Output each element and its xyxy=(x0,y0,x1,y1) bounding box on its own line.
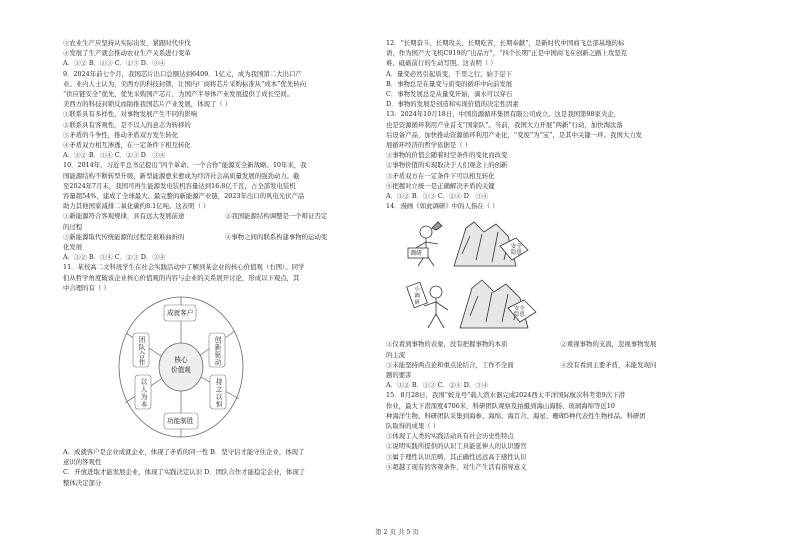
q13-stem-4: 展循环经济的哲学依据是（ ） xyxy=(386,141,472,150)
q14-answers: A．①② B．①③ C．②④ D．③④ xyxy=(386,381,489,390)
q14-stem: 14．漫画《如此调研》中的人指在（ ） xyxy=(386,202,499,211)
q9-stem-1: 9．2024年前七个月，我国芯片出口总额达到6409．1亿元，成为我国第二大出口产 xyxy=(63,69,302,78)
cartoon-drawing xyxy=(404,214,554,336)
q10-option-2-cont: 的过程 xyxy=(63,222,83,231)
q12-option-b: B．事物总是在量变与质变的循环中向前发展 xyxy=(386,79,513,88)
q15-option-3: ③属于理性认识范畴，其正确性远远高于感性认识 xyxy=(386,452,527,461)
q9-answers: A．①② B．①④ C．②③ D．③④ xyxy=(63,151,166,160)
q14-option-2: ②重视事物的支流，忽视事物发展 xyxy=(560,340,657,349)
core-values-ring xyxy=(63,295,381,445)
q9-option-2: ②联系具有客观性，是不以人的意志为转移的 xyxy=(63,120,191,129)
q12-stem-1: 12．“长期奋斗、长期攻关、长期吃苦、长期奉献”，是新时代中国商飞总部基地的标 xyxy=(386,39,625,47)
q13-answers: A．①② B．①③ C．②④ D．③④ xyxy=(386,192,489,201)
page-footer: 第 2 页 共 5 页 xyxy=(375,528,419,536)
cartoon-investigation xyxy=(404,214,554,336)
diagram-center-line2: 价值观 xyxy=(171,366,191,375)
q14-option-4: ④没有看到主要矛盾，未能发现问 xyxy=(560,360,657,369)
q13-option-4: ④把握对立统一是正确解决矛盾的关键 xyxy=(386,181,495,190)
q15-option-2: ②说明实践所提供的认识工具能延伸人的认识器官 xyxy=(386,442,527,451)
q14-options-row2 xyxy=(386,360,729,370)
q12-stem-3: 难、砥砺前行的生动写照。这表明（ ） xyxy=(386,59,497,68)
q9-option-1: ①联系具有多样性，对事物发展产生不同的影响 xyxy=(63,110,198,119)
q10-option-2: ②我国能源结构调整是一个辩证否定 xyxy=(225,212,328,221)
q8-answers: A．①② B．①③ C．②③ D．③④ xyxy=(63,59,166,68)
cartoon-label-small-research: 小调研 xyxy=(413,286,419,307)
q10-stem-4: 容量超54%，建成了全球最大、最完整的新能源产业链，2023年出口的风电光伏产品 xyxy=(63,192,305,201)
core-values-diagram xyxy=(63,295,381,445)
diagram-segment-3: 持之以恒 xyxy=(214,378,222,409)
q10-options-row1 xyxy=(63,211,381,221)
q10-option-1: ①新能源符合客观规律，具有远大发展前途 xyxy=(63,212,185,221)
q13-option-2: ②事物价值的实现取决于人们观念上的创新 xyxy=(386,161,508,170)
q13-option-3: ③矛盾双方在一定条件下可以相互转化 xyxy=(386,171,495,180)
cartoon-label-hazard-bottom: 安全隐患 xyxy=(514,306,525,319)
q14-option-2-cont: 的主流 xyxy=(386,350,406,359)
diagram-center-line1: 核心 xyxy=(174,356,188,365)
q15-stem-2: 作业，最大下潜深度4706米，科研团队观察及拍摄到海山海肠、玻璃海绵等近10 xyxy=(386,401,615,410)
q11-stem-1: 11．某校高二文科班学生在社会实践活动中了解到某企业的核心价值观（右图）。同学 xyxy=(63,263,305,272)
cartoon-label-research: 调研 xyxy=(410,250,423,258)
q9-option-3: ③矛盾的斗争性，推动矛盾双方发生转化 xyxy=(63,130,179,139)
q12-option-d: D．事物的发展是创造和实现价值的决定性因素 xyxy=(386,100,519,109)
q13-option-1: ①事物的价值会随着时空条件的变化而改变 xyxy=(386,151,508,160)
q9-stem-4: 美西方的科技封锁反而助推我国芯片产业发展，体现了（ ） xyxy=(63,100,232,109)
q13-stem-2: 也是资源循环利用产业首支“国家队”。当前，我国大力开展“两新”行动，加快淘汰落 xyxy=(386,120,623,129)
left-column xyxy=(63,38,381,488)
diagram-segment-2: 创新驱动 xyxy=(213,336,221,367)
q11-option-cd-cont: 整体决定部分 xyxy=(63,478,102,487)
q10-options-row2 xyxy=(63,232,381,242)
q8-option-4: ④发展了生产就会推动农业生产关系进行变革 xyxy=(63,49,191,58)
q10-stem-5: 助力其他国家减排二氧化碳约8.1亿吨。这表明（ ） xyxy=(63,202,210,211)
q14-option-3: ③未能坚持两点论和重点论结合，工作不全面 xyxy=(386,360,514,369)
q14-option-1: ①仅看到事物的表象，没有把握事物的本质 xyxy=(386,340,508,349)
q8-option-3: ③农业生产应坚持从实际出发，紧跟时代步伐 xyxy=(63,39,191,47)
diagram-segment-5: 以人为本 xyxy=(139,378,147,409)
q9-stem-2: 业。业内人士认为，美西方的科技封锁，让国内厂商将芯片采购标准从“成本”优先转向 xyxy=(63,79,306,88)
q10-stem-2: 国能源结构不断转型升级，新型能源愈来愈成为经济社会高质量发展的强劲动力。截 xyxy=(63,171,300,180)
q11-option-ab-cont: 意识的客观性 xyxy=(63,458,102,467)
q11-stem-2: 们从哲学角度破该企业核心价值观的内容与企业的关系展开讨论，形成以下观点，其 xyxy=(63,273,300,282)
q10-stem-3: 至2024年7月末，我国可再生能源发电装机容量达到16.8亿千瓦，占全部发电装机 xyxy=(63,181,296,190)
q10-option-4-cont: 化发展 xyxy=(63,243,83,252)
q9-option-4: ④矛盾双方相互渗透，在一定条件下相互转化 xyxy=(63,141,191,150)
cartoon-label-hazard-top: 安全隐患 xyxy=(511,244,522,257)
q15-stem-3: 种海洋生物。科研团队采集到海参、海绵、海百合、海星、珊瑚5种代表性生物样品。科研团 xyxy=(386,411,646,420)
right-column xyxy=(386,38,729,472)
q11-option-cd: C．开放进取才能发展企业，体现了实践决定认识 D．团队合作才能稳定企业，体现了 xyxy=(63,468,306,477)
q13-stem-3: 后设备产品，加快推动资源循环利用产业化，“变废”为“宝”，是其中关键一环。我国大力发 xyxy=(386,130,642,139)
q10-answers: A．①② B．①④ C．②③ D．③④ xyxy=(63,253,166,262)
q9-stem-3: “供应链安全”优先，优先采购国产芯片，为国产半导体产业发展提供了成长空间。 xyxy=(63,90,294,99)
q12-option-c: C．事物发展总是从量变开始，滴水可以穿石 xyxy=(386,90,513,99)
q15-stem-4: 队取得的成果（ ） xyxy=(386,422,440,431)
diagram-segment-6: 团队合作 xyxy=(137,336,145,367)
q15-option-1: ①体现了人类的实践活动具有社会历史性特点 xyxy=(386,432,514,441)
q11-option-ab: A．成就客户是企业成就企业，体现了矛盾的同一性 B．坚守信才能守住企业，体现了 xyxy=(63,448,305,457)
q15-option-4: ④超越了现有的客观条件，对生产生活有指导意义 xyxy=(386,462,527,471)
q10-stem-1: 10．2014年，习近平总书记提出“四个革命、一个合作”能源安全新战略。10年来，我 xyxy=(63,161,307,170)
diagram-segment-4: 功能制胜 xyxy=(167,417,194,426)
q11-stem-3: 中合理的有（ ） xyxy=(63,283,110,292)
q12-option-a: A．量变必然引起质变，千里之行，始于足下 xyxy=(386,69,513,78)
q14-option-4-cont: 题的要害 xyxy=(386,371,412,380)
q10-option-4: ④事物之间的联系构建事物的运动变 xyxy=(225,232,328,241)
q13-stem-1: 13．2024年10月18日，中国资源循环集团有限公司成立。这是我国第98家央企， xyxy=(386,110,621,119)
q14-options-row1 xyxy=(386,339,729,349)
q15-stem-1: 15．8月28日，我国“蛟龙号”载人潜水器完成2024西太平洋国际航次科考第9次下潜 xyxy=(386,391,625,400)
q12-stem-2: 语，作为国产大飞机C919的“出品方”，“四个长期”正是中国商飞在创新之路上攻坚克 xyxy=(386,49,628,58)
q10-option-3: ③新能源取代传统能源的过程是艰难曲折的 xyxy=(63,232,185,241)
diagram-segment-1: 成就客户 xyxy=(167,309,194,318)
